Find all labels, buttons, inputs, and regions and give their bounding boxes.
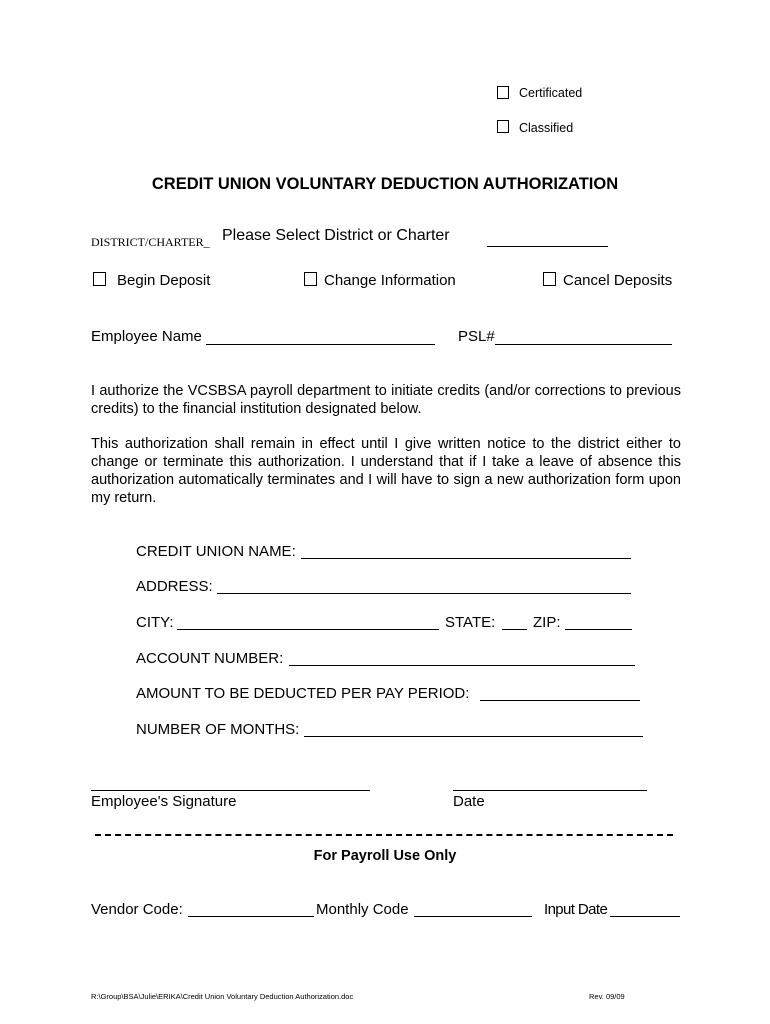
begin-deposit-checkbox[interactable] [93,272,106,286]
psl-label: PSL# [458,328,495,345]
classified-label: Classified [519,121,574,135]
number-of-months-line[interactable] [304,722,643,737]
cancel-deposits-checkbox[interactable] [543,272,556,286]
input-date-label: Input Date [544,901,608,918]
psl-line[interactable] [495,330,672,345]
form-title: CREDIT UNION VOLUNTARY DEDUCTION AUTHORIZATION [151,175,619,193]
amount-line[interactable] [480,686,640,701]
certificated-checkbox[interactable] [497,86,509,99]
dashed-divider [95,834,673,836]
vendor-code-label: Vendor Code: [91,901,183,918]
certificated-label: Certificated [519,86,583,100]
monthly-code-line[interactable] [414,902,532,917]
state-label: STATE: [445,614,496,631]
account-number-line[interactable] [289,651,635,666]
city-line[interactable] [177,615,439,630]
employee-name-label: Employee Name [91,328,202,345]
classified-checkbox[interactable] [497,120,509,133]
district-select[interactable]: Please Select District or Charter [222,227,450,244]
employee-name-line[interactable] [206,330,435,345]
date-label: Date [453,793,485,810]
input-date-line[interactable] [610,902,680,917]
address-label: ADDRESS: [136,578,213,595]
city-label: CITY: [136,614,174,631]
footer-revision: Rev. 09/09 [589,992,625,1001]
cancel-deposits-label: Cancel Deposits [563,272,673,289]
change-information-label: Change Information [324,272,456,289]
signature-line[interactable] [91,790,370,791]
amount-label: AMOUNT TO BE DEDUCTED PER PAY PERIOD: [136,685,470,702]
vendor-code-line[interactable] [188,902,314,917]
employee-signature-label: Employee's Signature [91,793,237,810]
state-line[interactable] [502,615,527,630]
credit-union-name-line[interactable] [301,544,631,559]
district-line [487,232,608,247]
payroll-heading: For Payroll Use Only [313,848,457,864]
zip-line[interactable] [565,615,632,630]
authorization-paragraph: I authorize the VCSBSA payroll department to initiate credits (and/or corrections to previous credits) to the financial institution designated below. [91,383,681,417]
credit-union-name-label: CREDIT UNION NAME: [136,543,296,560]
date-line[interactable] [453,790,647,791]
change-information-checkbox[interactable] [304,272,317,286]
monthly-code-label: Monthly Code [316,901,409,918]
address-line[interactable] [217,579,631,594]
terms-paragraph: This authorization shall remain in effect until I give written notice to the district either to change or terminate this authorization. I understand that if I take a leave of absence this authorization automatically terminates and I will have to sign a new authorization form upon my return. [91,436,681,506]
district-label: DISTRICT/CHARTER_ [91,235,210,249]
number-of-months-label: NUMBER OF MONTHS: [136,721,300,738]
footer-file-path: R:\Group\BSA\Julie\ERIKA\Credit Union Voluntary Deduction Authorization.doc [91,992,354,1001]
zip-label: ZIP: [533,614,561,631]
account-number-label: ACCOUNT NUMBER: [136,650,284,667]
begin-deposit-label: Begin Deposit [117,272,211,289]
